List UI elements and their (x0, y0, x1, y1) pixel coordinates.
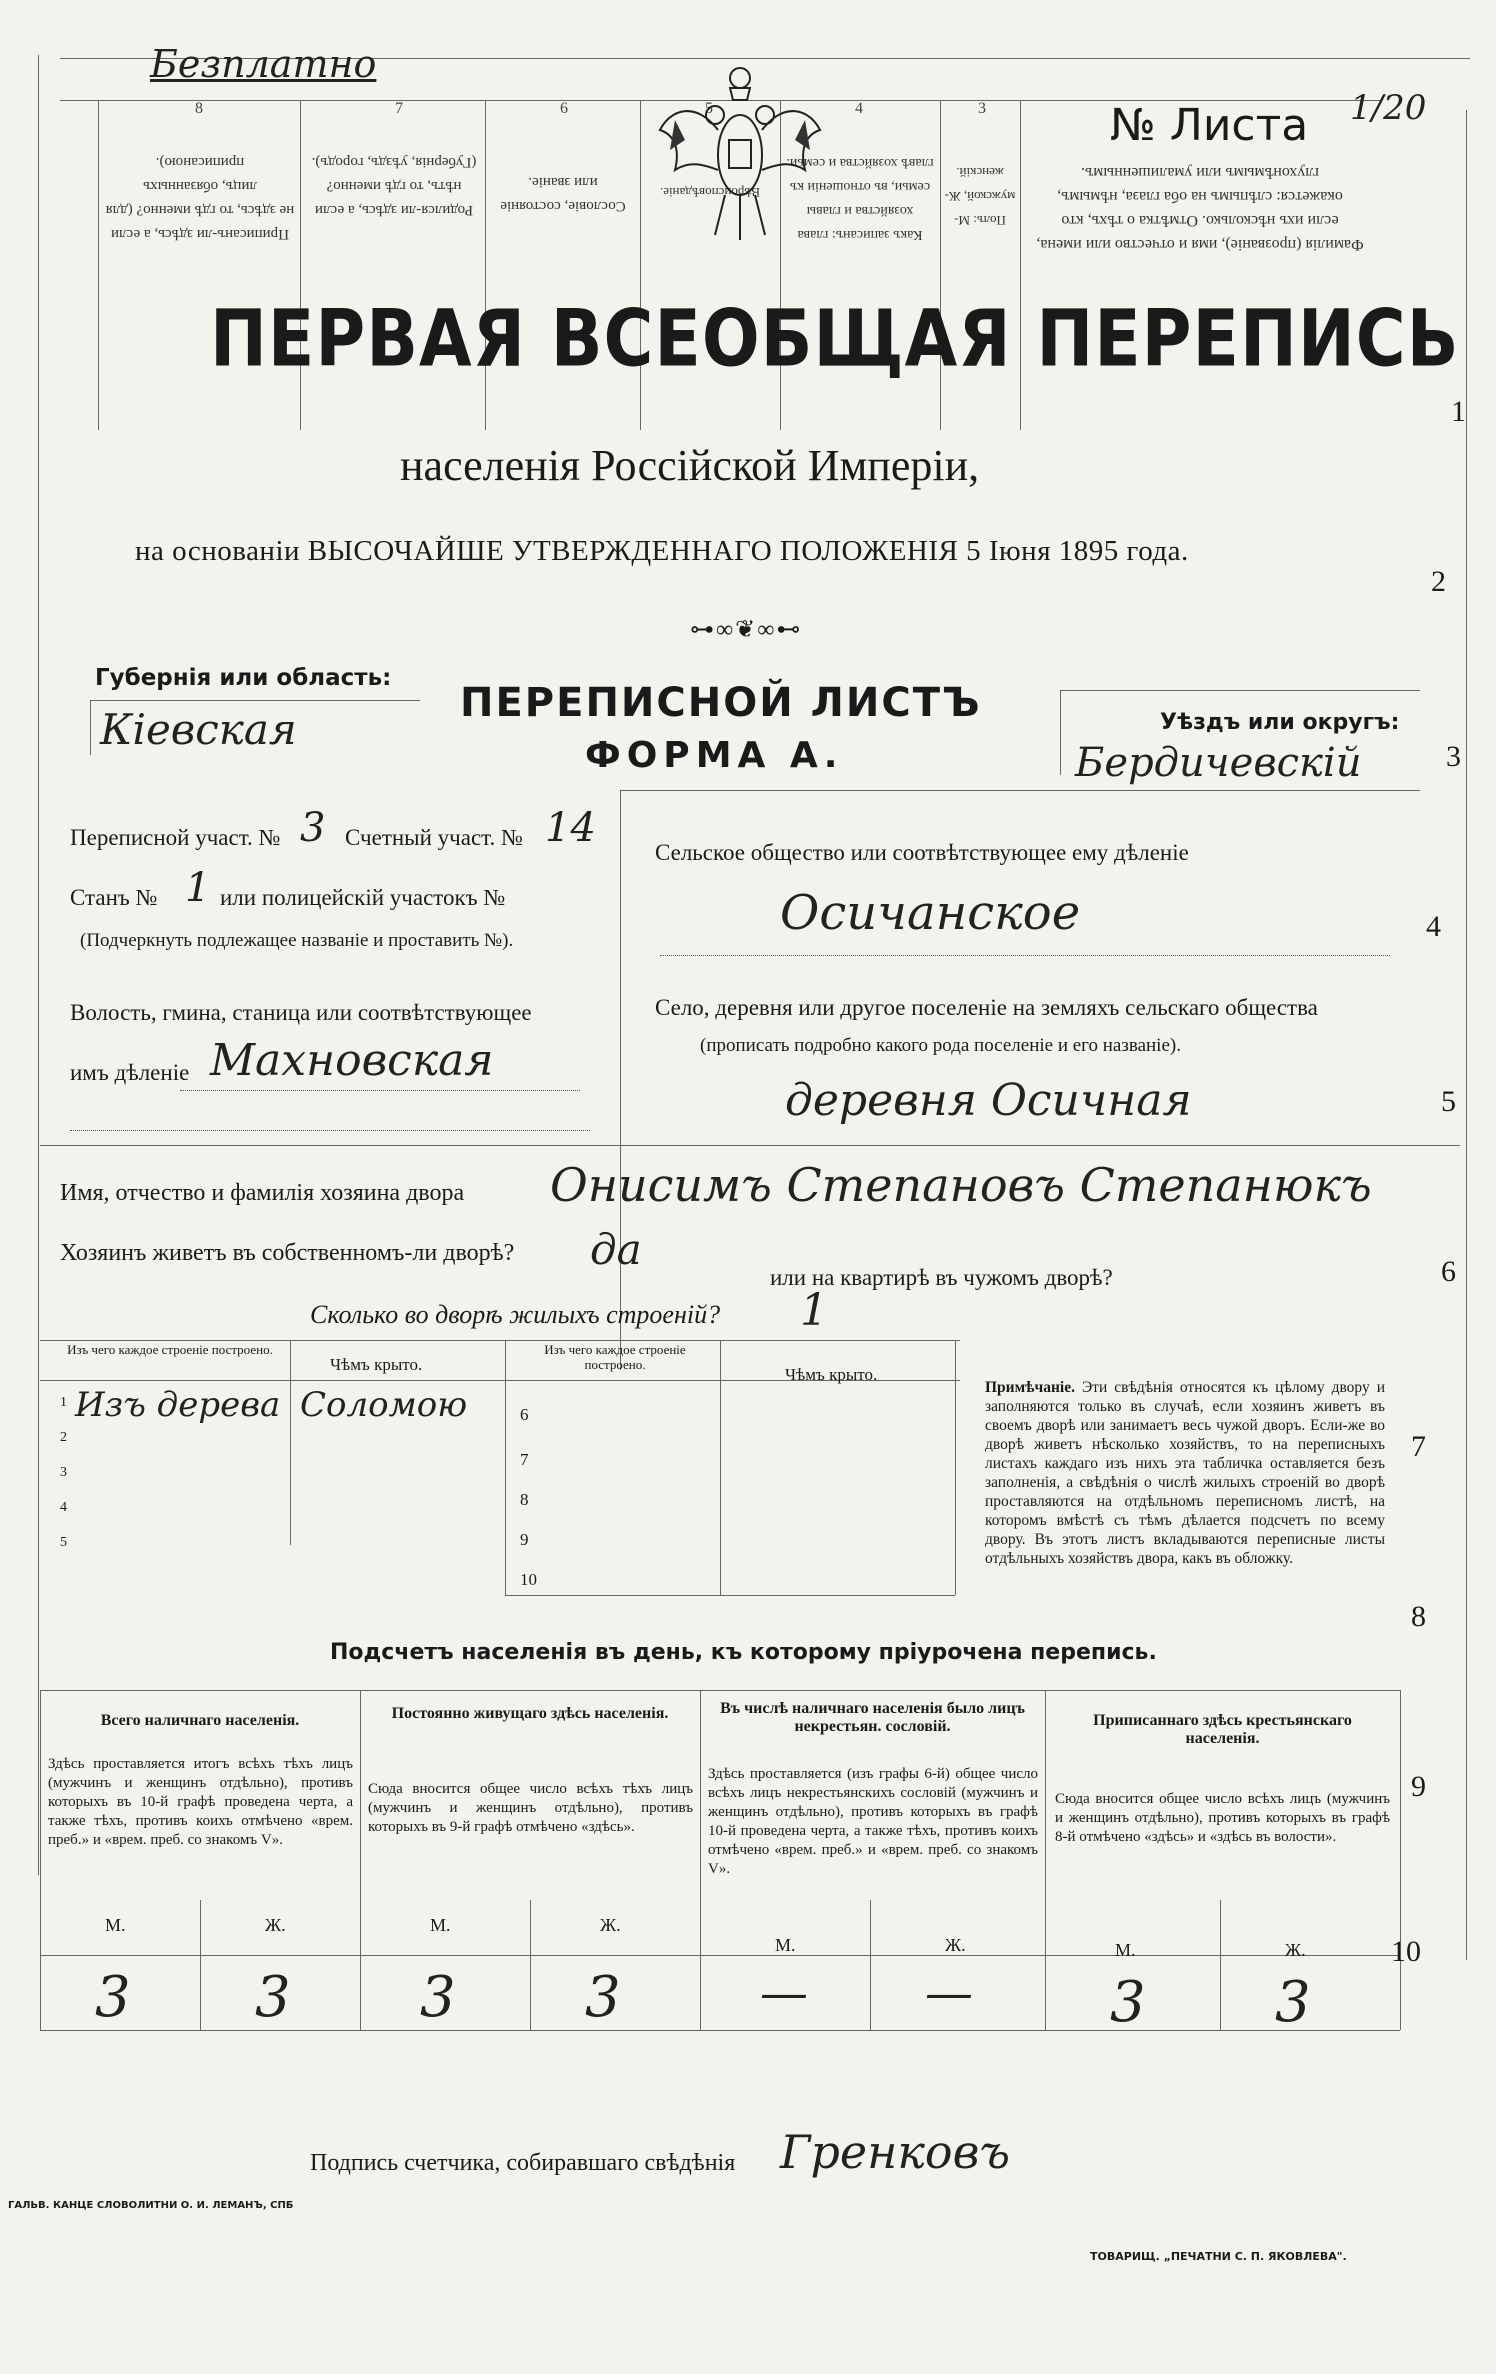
side-number: 10 (1391, 1935, 1421, 1968)
count-male-value: 3 (420, 1965, 456, 2030)
column-number: 3 (978, 100, 986, 117)
own-yard-value: да (590, 1225, 642, 1274)
side-number: 5 (1441, 1085, 1456, 1118)
buildings-label: Сколько во дворѣ жилыхъ строеній? (310, 1300, 721, 1329)
counting-district-label: Счетный участ. № (345, 825, 523, 850)
right-frame-line (1466, 110, 1467, 1960)
count-male-value: 3 (1110, 1970, 1146, 2035)
form-subtitle: ФОРМА А. (585, 735, 844, 776)
counting-district-value: 14 (545, 805, 596, 851)
row-number: 8 (520, 1490, 529, 1509)
basis-text: на основаніи ВЫСОЧАЙШЕ УТВЕРЖДЕННАГО ПОЛОЖЕНІЯ 5 Іюня 1895 года. (135, 535, 1189, 567)
roof-col-header-right: Чѣмъ крыто. (785, 1365, 878, 1384)
main-title: ПЕРВАЯ ВСЕОБЩАЯ ПЕРЕПИСЬ (210, 294, 1460, 385)
count-section-title: Въ числѣ наличнаго населенія было лицъ некрестьян. сословій. (720, 1700, 1025, 1735)
male-label: М. (430, 1915, 451, 1935)
side-number: 6 (1441, 1255, 1456, 1288)
form-title: ПЕРЕПИСНОЙ ЛИСТЪ (460, 680, 982, 726)
signature-value: Гренковъ (780, 2125, 1011, 2179)
column-header-text: Вѣроисповѣданіе. (659, 185, 761, 200)
count-male-value: — (760, 1965, 808, 2021)
row-number: 9 (520, 1530, 529, 1549)
own-yard-label: Хозяинъ живетъ въ собственномъ-ли дворѣ? (60, 1240, 515, 1266)
female-label: Ж. (945, 1935, 966, 1955)
side-number: 2 (1431, 565, 1446, 598)
free-label: Безплатно (150, 42, 377, 86)
footer-left: ГАЛЬВ. КАНЦЕ СЛОВОЛИТНИ О. И. ЛЕМАНЪ, СПБ (8, 2200, 294, 2211)
count-female-value: 3 (1275, 1970, 1311, 2035)
roof-col-header: Чѣмъ крыто. (330, 1355, 423, 1374)
uezd-value: Бердичевскій (1075, 740, 1362, 786)
column-header-text: Полъ: М-мужской, Ж-женскій. (944, 165, 1016, 228)
male-label: М. (105, 1915, 126, 1935)
ornament-divider: ⊶∞❦∞⊷ (690, 617, 803, 643)
census-district-value: 3 (300, 805, 326, 851)
society-value: Осичанское (780, 885, 1081, 941)
column-number: 7 (395, 100, 403, 117)
owner-value: Онисимъ Степановъ Степанюкъ (550, 1158, 1372, 1212)
other-yard-label: или на квартирѣ въ чужомъ дворѣ? (770, 1265, 1113, 1290)
owner-label: Имя, отчество и фамилія хозяина двора (60, 1180, 465, 1206)
village-label: Село, деревня или другое поселеніе на земляхъ сельскаго общества (655, 995, 1318, 1020)
volost-label-2: имъ дѣленіе (70, 1060, 190, 1085)
subtitle: населенія Россійской Имперіи, (400, 441, 980, 490)
row-number: 1 (60, 1395, 67, 1410)
male-label: М. (1115, 1940, 1136, 1960)
note-text: Эти свѣдѣнія относятся къ цѣлому двору и заполняются только въ случаѣ, если хозяинъ живетъ въ своемъ дворѣ или занимаетъ весь чужой дворъ. Если-же во дворѣ живетъ нѣсколько хозяйствъ, то на переписныхъ листахъ каждаго изъ нихъ эта табличка оставляется безъ заполненія, а свѣдѣнія о числѣ жилыхъ строеній во дворѣ проставляются на отдѣльномъ переписномъ листѣ, на которомъ вмѣстѣ съ тѣмъ дѣлается подсчетъ по всему двору. Въ этотъ листъ вкладываются переписные листы отдѣльныхъ хозяйствъ двора, какъ въ обложку. (985, 1379, 1386, 1567)
volost-label: Волость, гмина, станица или соотвѣтствующее (70, 1000, 532, 1025)
row-number: 10 (520, 1570, 537, 1589)
count-section-title: Постоянно живущаго здѣсь населенія. (391, 1705, 669, 1722)
row-number: 3 (60, 1465, 67, 1480)
count-female-value: — (925, 1965, 973, 2021)
left-frame-line (38, 55, 39, 1875)
count-male-value: 3 (95, 1965, 131, 2030)
female-label: Ж. (1285, 1940, 1306, 1960)
sheet-no-label: № Листа (1110, 100, 1309, 151)
female-label: Ж. (600, 1915, 621, 1935)
volost-value: Махновская (210, 1035, 494, 1086)
row-number: 2 (60, 1430, 67, 1445)
side-number: 8 (1411, 1600, 1426, 1633)
side-number: 1 (1451, 395, 1466, 428)
count-section-title: Всего наличнаго населенія. (100, 1712, 300, 1729)
signature-label: Подпись счетчика, собиравшаго свѣдѣнія (310, 2150, 736, 2176)
column-header-text: Приписанъ-ли здѣсь, а если не здѣсь, то гдѣ именно? (для лицъ, обязанныхъ приписаною). (105, 154, 295, 242)
count-section-title: Приписаннаго здѣсь крестьянскаго населенія. (1093, 1712, 1352, 1747)
row-number: 4 (60, 1500, 67, 1515)
imperial-eagle-icon (655, 60, 825, 250)
row-number: 6 (520, 1405, 529, 1424)
stan-note: (Подчеркнуть подлежащее названіе и проставить №). (80, 930, 514, 951)
count-section-text: Сюда вносится общее число всѣхъ тѣхъ лицъ (мужчинъ и женщинъ отдѣльно), противъ которыхъ въ 9-й графѣ отмѣчено «здѣсь». (368, 1781, 693, 1835)
side-number: 3 (1446, 740, 1461, 773)
column-header-text: Сословіе, состояніе или званіе. (500, 174, 626, 214)
side-number: 9 (1411, 1770, 1426, 1803)
buildings-value: 1 (800, 1285, 828, 1336)
stan-label-tail: или полицейскій участокъ № (220, 885, 506, 910)
row-number: 7 (520, 1450, 529, 1469)
row1-material-value: Изъ дерева (75, 1385, 281, 1425)
stan-value: 1 (185, 865, 211, 911)
count-section-text: Здѣсь проставляется (изъ графы 6-й) общее число всѣхъ лицъ некрестьянскихъ сословій (мужчинъ и женщинъ отдѣльно), противъ которыхъ въ графѣ 10-й проведена черта, а также тѣхъ, противъ коихъ отмѣчено «врем. преб.» и «врем. преб. со знакомъ V». (708, 1766, 1038, 1877)
gubernia-label: Губернія или область: (95, 665, 392, 691)
material-col-header: Изъ чего каждое строеніе построено. (67, 1342, 273, 1357)
sheet-no-value: 1/20 (1350, 88, 1427, 128)
stan-label: Станъ № (70, 885, 158, 910)
society-label: Сельское общество или соотвѣтствующее ему дѣленіе (655, 840, 1189, 865)
note-block (985, 1378, 1385, 1568)
column-header-text: Родился-ли здѣсь, а если нѣтъ, то гдѣ именно? (Губернія, уѣздъ, городъ). (311, 154, 477, 218)
village-note: (прописать подробно какого рода поселеніе и его названіе). (700, 1035, 1181, 1056)
column-number: 6 (560, 100, 568, 117)
male-label: М. (775, 1935, 796, 1955)
uezd-label: Уѣздъ или округъ: (1160, 710, 1400, 735)
note-title: Примѣчаніе. (985, 1379, 1075, 1396)
column-number: 5 (705, 100, 713, 117)
village-value: деревня Осичная (785, 1075, 1192, 1126)
column-header-text: Фамилія (прозваніе), имя и отчество или имена, если ихъ нѣсколько. Отмѣтка о тѣхъ, кто окажется: слѣпымъ на оба глаза, нѣмымъ, глухонѣмымъ или умалишеннымъ. (1036, 164, 1364, 253)
side-number: 7 (1411, 1430, 1426, 1463)
row-number: 5 (60, 1535, 67, 1550)
column-header-text: Какъ записанъ: глава хозяйства и главы семьи, въ отношеніи къ главѣ хозяйства и семьи. (786, 155, 934, 242)
census-district-label: Переписной участ. № (70, 825, 281, 850)
count-section-text: Здѣсь проставляется итогъ всѣхъ тѣхъ лицъ (мужчинъ и женщинъ отдѣльно), противъ которыхъ въ 10-й графѣ проведена черта, а также тѣхъ, противъ коихъ отмѣчено «врем. преб.» и «врем. преб. со знакомъ V». (48, 1756, 353, 1848)
material-col-header-right: Изъ чего каждое строеніе построено. (544, 1342, 686, 1372)
side-number: 4 (1426, 910, 1441, 943)
female-label: Ж. (265, 1915, 286, 1935)
count-female-value: 3 (585, 1965, 621, 2030)
count-female-value: 3 (255, 1965, 291, 2030)
gubernia-value: Кіевская (100, 705, 297, 754)
row1-roof-value: Соломою (300, 1385, 468, 1425)
column-number: 8 (195, 100, 203, 117)
count-section-text: Сюда вносится общее число всѣхъ лицъ (мужчинъ и женщинъ отдѣльно), противъ которыхъ въ графѣ 8-й отмѣчено «здѣсь» и «здѣсь въ волости». (1055, 1791, 1390, 1845)
count-heading: Подсчетъ населенія въ день, къ которому пріурочена перепись. (330, 1640, 1157, 1665)
column-number: 4 (855, 100, 863, 117)
footer-right: ТОВАРИЩ. „ПЕЧАТНИ С. П. ЯКОВЛЕВА". (1090, 2250, 1347, 2263)
